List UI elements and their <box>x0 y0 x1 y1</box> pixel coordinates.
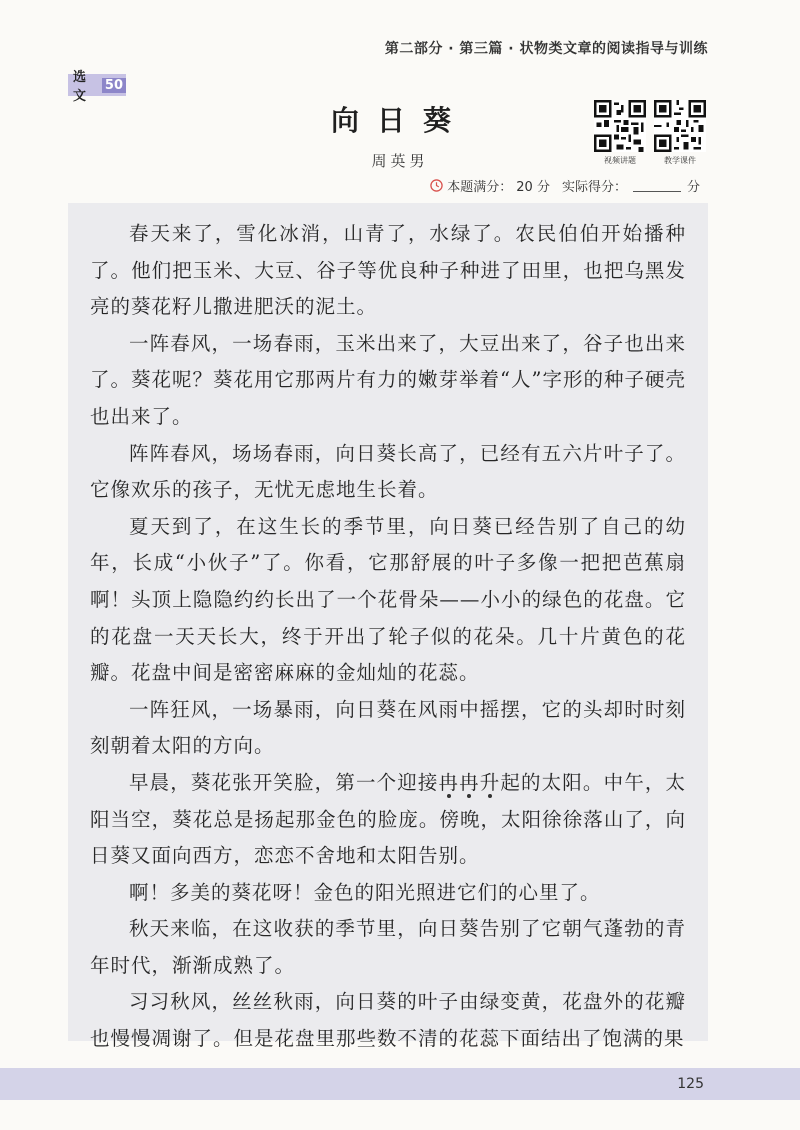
score-actual-label: 实际得分： <box>561 180 627 195</box>
paragraph-text: 早晨，葵花张开笑脸，第一个迎接 <box>129 770 439 794</box>
paragraph: 一阵春风，一场春雨，玉米出来了，大豆出来了，谷子也出来了。葵花呢？葵花用它那两片有力的嫩芽举着“人”字形的种子硬壳也出来了。 <box>90 331 686 428</box>
article-author: 周英男 <box>371 152 429 170</box>
score-line <box>430 176 700 195</box>
section-tag <box>68 70 126 104</box>
qr-video[interactable] <box>592 100 648 166</box>
score-full-label: 本题满分： <box>447 180 513 195</box>
section-tag-label: 选文 <box>73 70 87 104</box>
emphasis-char: 升 <box>479 770 501 794</box>
score-actual-unit: 分 <box>686 180 700 195</box>
paragraph: 习习秋风，丝丝秋雨，向日葵的叶子由绿变黄，花盘外的花瓣也慢慢凋谢了。但是花盘里那些数不清的花蕊下面结出了饱满的果 <box>90 990 686 1051</box>
emphasis-char: 冉 <box>438 770 460 794</box>
article-body <box>90 216 686 1058</box>
qr-courseware-label: 教学课件 <box>664 156 696 165</box>
qr-code-icon <box>654 100 706 152</box>
section-tag-number: 50 <box>102 78 126 93</box>
article-body-panel <box>68 203 708 1051</box>
clock-icon <box>430 179 443 192</box>
qr-code-icon <box>594 100 646 152</box>
emphasized-phrase <box>438 771 500 794</box>
emphasis-char: 冉 <box>459 770 480 794</box>
header-band <box>0 0 800 62</box>
paragraph-text: 起的太阳。中午，太阳当空，葵花总是扬起那金色的脸庞。傍晚，太阳徐徐落山了，向日葵又面向西方，恋恋不舍地和太阳告别。 <box>90 770 686 868</box>
article-title: 向日葵 <box>330 104 469 137</box>
score-full-value: 20 分 <box>516 180 550 195</box>
score-actual-blank[interactable] <box>633 179 681 192</box>
paragraph: 秋天来临，在这收获的季节里，向日葵告别了它朝气蓬勃的青年时代，渐渐成熟了。 <box>90 917 686 977</box>
paragraph: 夏天到了，在这生长的季节里，向日葵已经告别了自己的幼年，长成“小伙子”了。你看，它那舒展的叶子多像一把把芭蕉扇啊！头顶上隐隐约约长出了一个花骨朵——小小的绿色的花盘。它的花盘一天天长大，终于开出了轮子似的花朵。几十片黄色的花瓣。花盘中间是密密麻麻的金灿灿的花蕊。 <box>90 514 686 685</box>
paragraph: 一阵狂风，一场暴雨，向日葵在风雨中摇摆，它的头却时时刻刻朝着太阳的方向。 <box>90 697 686 758</box>
qr-video-label: 视频讲题 <box>604 156 636 165</box>
running-head: 第二部分 · 第三篇 · 状物类文章的阅读指导与训练 <box>384 41 708 57</box>
page-number: 125 <box>677 1076 704 1092</box>
qr-courseware[interactable] <box>652 100 708 166</box>
paragraph <box>90 765 686 875</box>
paragraph: 阵阵春风，场场春雨，向日葵长高了，已经有五六片叶子了。它像欢乐的孩子，无忧无虑地生长着。 <box>90 441 686 502</box>
paragraph: 啊！多美的葵花呀！金色的阳光照进它们的心里了。 <box>129 880 601 904</box>
paragraph: 春天来了，雪化冰消，山青了，水绿了。农民伯伯开始播种了。他们把玉米、大豆、谷子等优良种子种进了田里，也把乌黑发亮的葵花籽儿撒进肥沃的泥土。 <box>90 222 686 319</box>
